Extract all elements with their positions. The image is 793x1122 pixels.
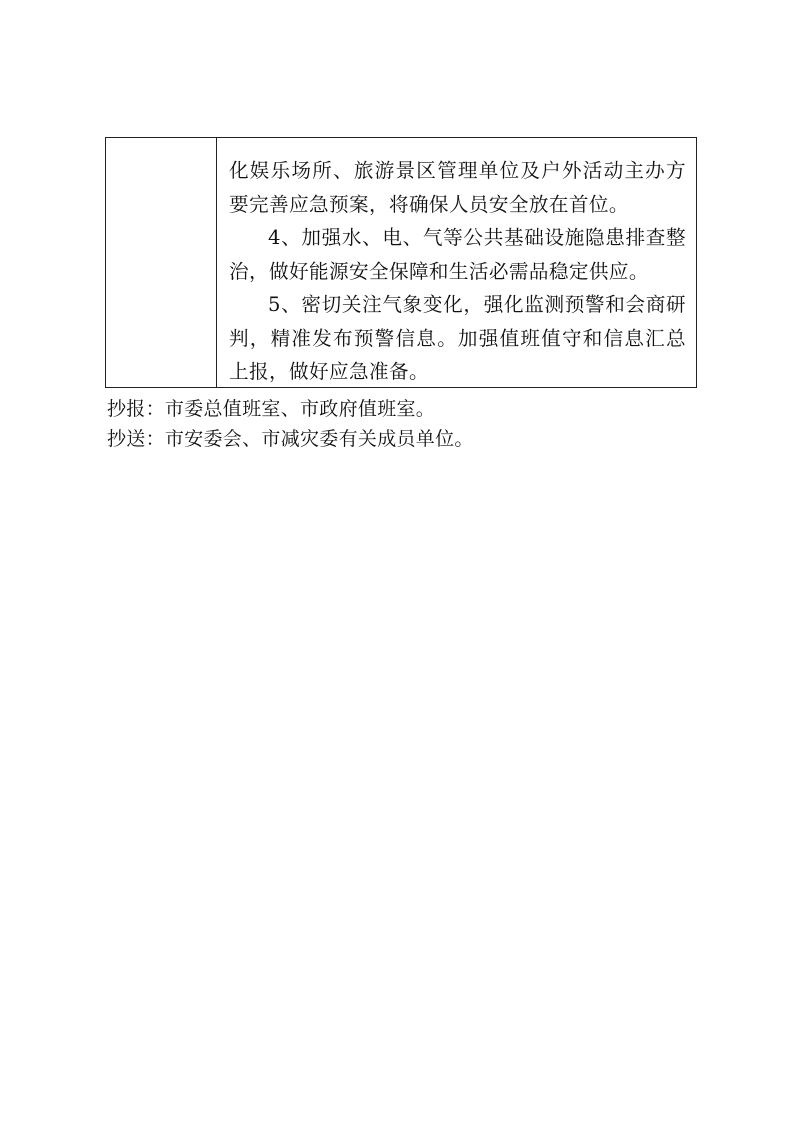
chaosong-line: 抄送：市安委会、市减灾委有关成员单位。 xyxy=(107,428,474,450)
table-content-cell xyxy=(217,138,696,387)
paragraph-item-4: 4、加强水、电、气等公共基础设施隐患排查整治，做好能源安全保障和生活必需品稳定供应。 xyxy=(229,226,686,283)
paragraph-continuation: 化娱乐场所、旅游景区管理单位及户外活动主办方要完善应急预案，将确保人员安全放在首位。 xyxy=(229,159,686,216)
chaobao-line: 抄报：市委总值班室、市政府值班室。 xyxy=(107,398,436,420)
paragraph-item-5: 5、密切关注气象变化，强化监测预警和会商研判，精准发布预警信息。加强值班值守和信息汇总上报，做好应急准备。 xyxy=(229,293,686,383)
notice-table xyxy=(105,137,697,388)
table-left-cell xyxy=(106,138,217,387)
